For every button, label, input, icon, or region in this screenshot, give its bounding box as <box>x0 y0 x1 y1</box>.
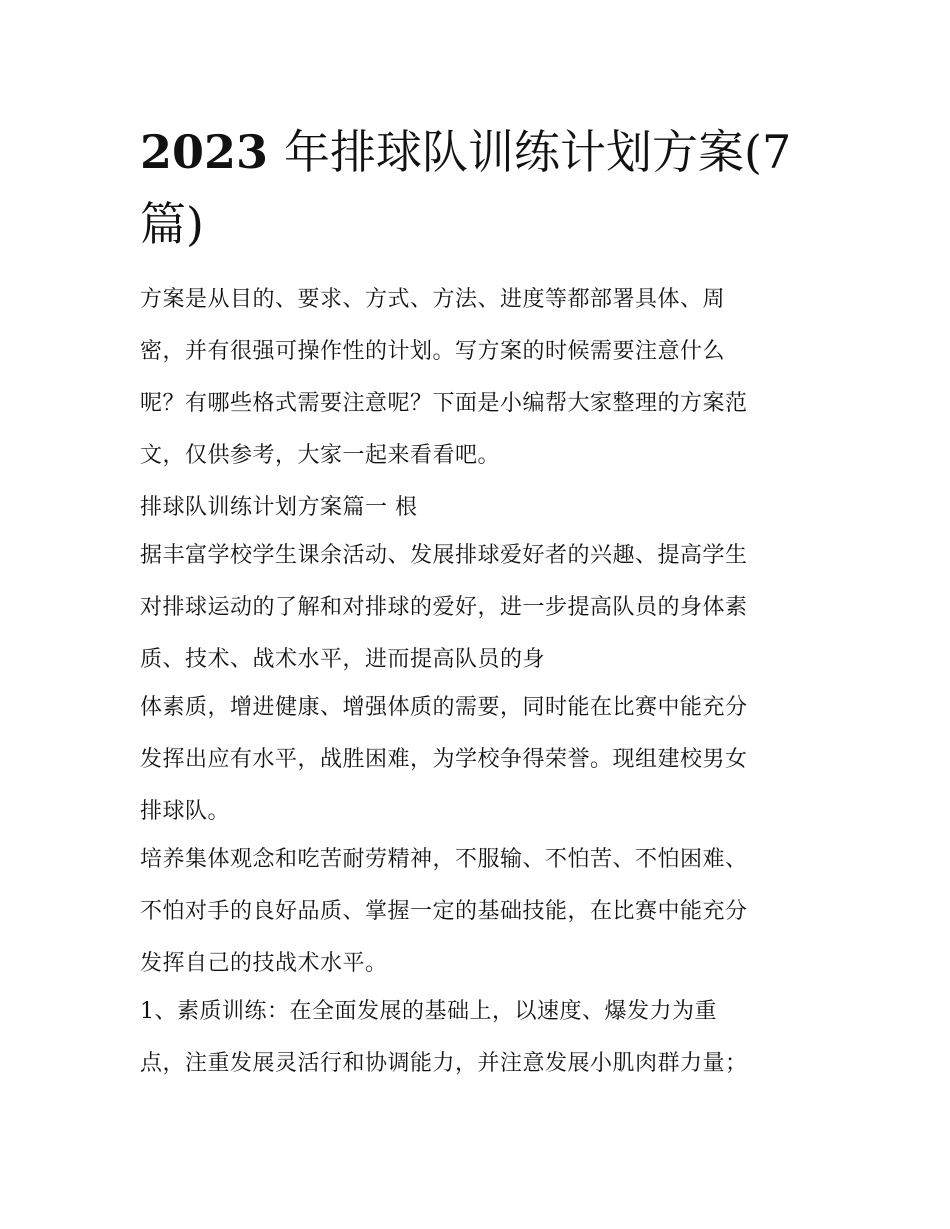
text-line: 1、素质训练：在全面发展的基础上，以速度、爆发力为重 <box>140 999 717 1024</box>
paragraph-3 <box>140 834 812 990</box>
text-line: 方案是从目的、要求、方式、方法、进度等都部署具体、周 <box>140 287 726 312</box>
text-line: 排球队。 <box>140 799 231 824</box>
text-line: 对排球运动的了解和对排球的爱好，进一步提高队员的身体素 <box>140 595 748 620</box>
text-line: 发挥出应有水平，战胜困难，为学校争得荣誉。现组建校男女 <box>140 747 748 772</box>
text-line: 文，仅供参考，大家一起来看看吧。 <box>140 443 501 468</box>
text-line: 发挥自己的技战术水平。 <box>140 951 388 976</box>
text-line: 点，注重发展灵活行和协调能力，并注意发展小肌肉群力量； <box>140 1051 748 1076</box>
text-line: 体素质，增进健康、增强体质的需要，同时能在比赛中能充分 <box>140 695 748 720</box>
intro-paragraph <box>140 274 812 482</box>
text-line: 培养集体观念和吃苦耐劳精神，不服输、不怕苦、不怕困难、 <box>140 847 748 872</box>
text-line: 据丰富学校学生课余活动、发展排球爱好者的兴趣、提高学生 <box>140 543 748 568</box>
title-text: 年排球队训练计划方案(7篇) <box>140 125 792 251</box>
section-heading-text: 排球队训练计划方案篇一 根 <box>140 495 418 520</box>
section-heading <box>140 482 812 534</box>
paragraph-2 <box>140 682 812 838</box>
text-line: 质、技术、战术水平，进而提高队员的身 <box>140 647 546 672</box>
document-title <box>140 116 812 260</box>
text-line: 不怕对手的良好品质、掌握一定的基础技能，在比赛中能充分 <box>140 899 748 924</box>
text-line: 密，并有很强可操作性的计划。写方案的时候需要注意什么 <box>140 339 726 364</box>
paragraph-1 <box>140 530 812 686</box>
text-line: 呢？有哪些格式需要注意呢？下面是小编帮大家整理的方案范 <box>140 391 748 416</box>
paragraph-4 <box>140 986 812 1090</box>
title-year: 2023 <box>140 125 269 179</box>
